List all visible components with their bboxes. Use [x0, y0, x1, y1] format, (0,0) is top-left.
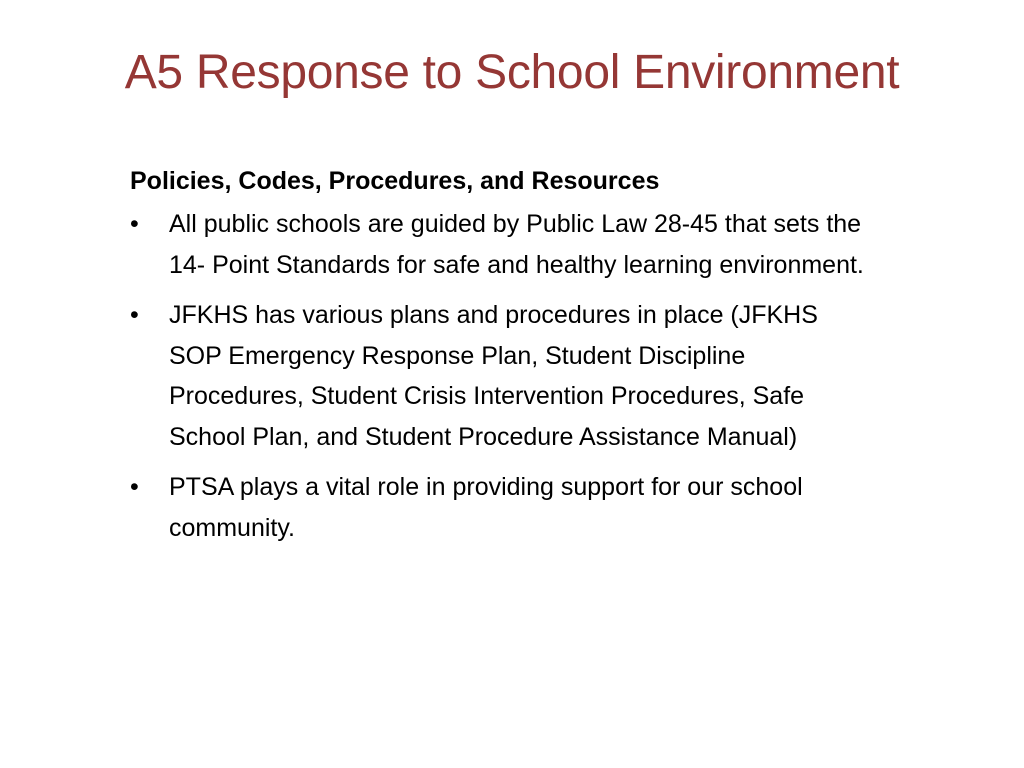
bullet-dot-icon: • [130, 301, 139, 329]
bullet-text: All public schools are guided by Public Law 28-45 that sets the 14- Point Standards for safe and healthy learning environment. [169, 210, 864, 279]
bullet-dot-icon: • [130, 473, 139, 501]
bullet-text: PTSA plays a vital role in providing support for our school community. [169, 473, 803, 542]
bullet-item [130, 467, 870, 548]
slide-title: A5 Response to School Environment [124, 46, 900, 99]
slide-content [130, 162, 870, 558]
section-heading: Policies, Codes, Procedures, and Resources [130, 167, 660, 195]
bullet-text: JFKHS has various plans and procedures in place (JFKHS SOP Emergency Response Plan, Student Discipline Procedures, Student Crisis Intervention Procedures, Safe School Plan, and Student Procedure Assistance Manual) [169, 301, 818, 451]
bullet-dot-icon: • [130, 210, 139, 238]
bullet-item [130, 295, 870, 457]
bullet-item [130, 204, 870, 285]
bullet-list [130, 204, 870, 548]
